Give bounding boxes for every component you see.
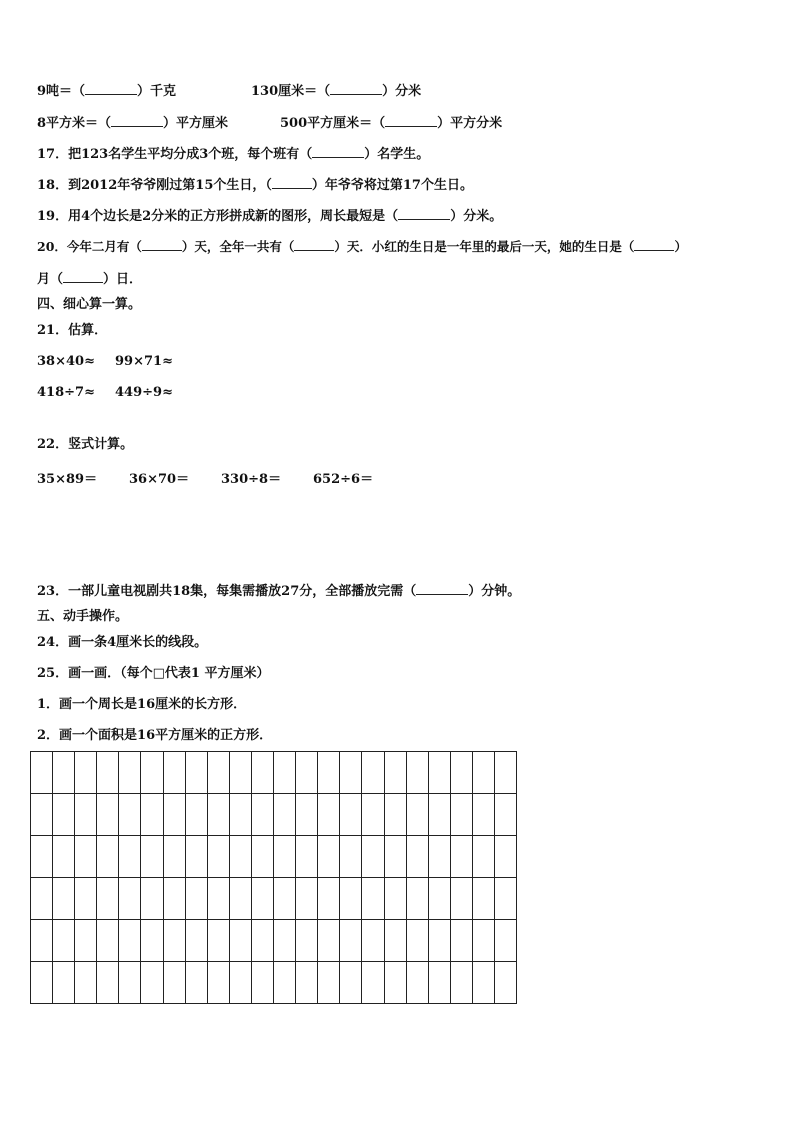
grid-cell[interactable] (31, 878, 53, 920)
q16-sqm-to-sqcm (37, 115, 228, 132)
grid-cell[interactable] (406, 836, 428, 878)
grid-cell[interactable] (119, 962, 141, 1004)
grid-cell[interactable] (406, 752, 428, 794)
grid-cell[interactable] (274, 920, 296, 962)
grid-cell[interactable] (340, 794, 362, 836)
grid-cell[interactable] (384, 836, 406, 878)
grid-cell[interactable] (75, 962, 97, 1004)
answer-blank[interactable] (272, 177, 312, 189)
grid-cell[interactable] (340, 920, 362, 962)
grid-cell[interactable] (185, 878, 207, 920)
grid-cell[interactable] (97, 752, 119, 794)
question-19 (37, 208, 502, 225)
q19-right: ）分米。 (450, 209, 503, 224)
grid-cell[interactable] (296, 794, 318, 836)
grid-cell[interactable] (53, 920, 75, 962)
grid-cell[interactable] (251, 920, 273, 962)
grid-cell[interactable] (163, 920, 185, 962)
q23-left: 23．一部儿童电视剧共18集，每集需播放27分，全部播放完需（ (37, 584, 417, 599)
grid-row (31, 962, 517, 1004)
q19-left: 19．用4个边长是2分米的正方形拼成新的图形，周长最短是（ (37, 209, 399, 224)
grid-cell[interactable] (251, 962, 273, 1004)
grid-cell[interactable] (141, 920, 163, 962)
grid-cell[interactable] (163, 794, 185, 836)
grid-cell[interactable] (97, 920, 119, 962)
grid-cell[interactable] (97, 836, 119, 878)
grid-cell[interactable] (207, 836, 229, 878)
grid-cell[interactable] (141, 878, 163, 920)
grid-cell[interactable] (494, 878, 516, 920)
grid-cell[interactable] (75, 794, 97, 836)
q20-p3: ）天．小红的生日是一年里的最后一天，她的生日是（ (334, 239, 635, 254)
grid-cell[interactable] (472, 962, 494, 1004)
answer-blank[interactable] (416, 583, 468, 595)
q16b-left: 130厘米＝（ (251, 84, 331, 99)
answer-blank[interactable] (85, 83, 137, 95)
section-5-heading: 五、动手操作。 (37, 609, 129, 624)
grid-cell[interactable] (119, 794, 141, 836)
grid-cell[interactable] (75, 920, 97, 962)
grid-cell[interactable] (185, 836, 207, 878)
calc-item: 35×89＝ (37, 472, 98, 487)
question-17 (37, 146, 429, 163)
q20-p5: 月（ (37, 272, 64, 287)
grid-cell[interactable] (251, 752, 273, 794)
grid-cell[interactable] (141, 794, 163, 836)
calc-item: 330÷8＝ (221, 472, 282, 487)
grid-cell[interactable] (119, 836, 141, 878)
q20-p4: ） (674, 239, 687, 254)
q17-left: 17．把123名学生平均分成3个班，每个班有（ (37, 147, 313, 162)
grid-cell[interactable] (31, 794, 53, 836)
grid-cell[interactable] (406, 794, 428, 836)
grid-cell[interactable] (31, 836, 53, 878)
grid-cell[interactable] (119, 878, 141, 920)
grid-cell[interactable] (384, 920, 406, 962)
grid-cell[interactable] (296, 920, 318, 962)
answer-blank[interactable] (385, 115, 437, 127)
grid-cell[interactable] (362, 920, 384, 962)
grid-cell[interactable] (229, 794, 251, 836)
grid-cell[interactable] (163, 878, 185, 920)
grid-cell[interactable] (318, 920, 340, 962)
grid-cell[interactable] (428, 794, 450, 836)
grid-cell[interactable] (119, 752, 141, 794)
grid-cell[interactable] (450, 836, 472, 878)
answer-blank[interactable] (294, 239, 334, 251)
grid-cell[interactable] (428, 836, 450, 878)
q20-p2: ）天，全年一共有（ (181, 239, 295, 254)
grid-cell[interactable] (274, 962, 296, 1004)
question-25-sub2: 2．画一个面积是16平方厘米的正方形． (37, 728, 273, 743)
estimate-item: 418÷7≈ (37, 385, 95, 400)
grid-cell[interactable] (207, 920, 229, 962)
grid-cell[interactable] (31, 920, 53, 962)
grid-row (31, 836, 517, 878)
grid-cell[interactable] (296, 752, 318, 794)
grid-cell[interactable] (207, 878, 229, 920)
grid-cell[interactable] (340, 752, 362, 794)
grid-row (31, 794, 517, 836)
grid-cell[interactable] (472, 836, 494, 878)
question-20-line1 (37, 239, 687, 255)
grid-cell[interactable] (362, 794, 384, 836)
q18-left: 18．到2012年爷爷刚过第15个生日，（ (37, 178, 272, 193)
estimate-item: 449÷9≈ (115, 385, 173, 400)
calc-item: 652÷6＝ (313, 472, 374, 487)
q16c-right: ）平方厘米 (163, 116, 229, 131)
grid-cell[interactable] (318, 794, 340, 836)
grid-cell[interactable] (97, 794, 119, 836)
grid-cell[interactable] (450, 920, 472, 962)
grid-cell[interactable] (450, 962, 472, 1004)
grid-cell[interactable] (251, 794, 273, 836)
grid-cell[interactable] (53, 878, 75, 920)
grid-cell[interactable] (472, 920, 494, 962)
grid-cell[interactable] (472, 794, 494, 836)
estimate-item: 99×71≈ (115, 354, 173, 369)
grid-cell[interactable] (163, 752, 185, 794)
q16-ton-to-kg (37, 83, 176, 100)
grid-cell[interactable] (450, 752, 472, 794)
grid-cell[interactable] (251, 836, 273, 878)
grid-cell[interactable] (362, 836, 384, 878)
grid-cell[interactable] (53, 962, 75, 1004)
grid-cell[interactable] (296, 878, 318, 920)
grid-cell[interactable] (163, 962, 185, 1004)
grid-cell[interactable] (229, 836, 251, 878)
grid-cell[interactable] (229, 962, 251, 1004)
grid-cell[interactable] (229, 752, 251, 794)
answer-blank[interactable] (142, 239, 182, 251)
grid-cell[interactable] (75, 836, 97, 878)
grid-cell[interactable] (362, 962, 384, 1004)
answer-blank[interactable] (63, 271, 103, 283)
grid-cell[interactable] (318, 878, 340, 920)
grid-cell[interactable] (229, 920, 251, 962)
q16b-right: ）分米 (382, 84, 422, 99)
grid-cell[interactable] (494, 836, 516, 878)
grid-cell[interactable] (274, 794, 296, 836)
grid-cell[interactable] (384, 794, 406, 836)
q23-right: ）分钟。 (468, 584, 521, 599)
grid-cell[interactable] (450, 794, 472, 836)
answer-blank[interactable] (111, 115, 163, 127)
grid-cell[interactable] (384, 752, 406, 794)
q16c-left: 8平方米＝（ (37, 116, 112, 131)
estimate-item: 38×40≈ (37, 354, 95, 369)
q20-p1: 20．今年二月有（ (37, 239, 142, 254)
grid-cell[interactable] (207, 794, 229, 836)
answer-blank[interactable] (634, 239, 674, 251)
grid-cell[interactable] (318, 836, 340, 878)
grid-cell[interactable] (494, 794, 516, 836)
grid-cell[interactable] (185, 752, 207, 794)
grid-cell[interactable] (274, 878, 296, 920)
q16d-right: ）平方分米 (437, 116, 503, 131)
grid-cell[interactable] (296, 962, 318, 1004)
grid-cell[interactable] (494, 920, 516, 962)
grid-cell[interactable] (428, 878, 450, 920)
answer-blank[interactable] (330, 83, 382, 95)
grid-cell[interactable] (428, 962, 450, 1004)
grid-cell[interactable] (274, 836, 296, 878)
grid-cell[interactable] (97, 878, 119, 920)
grid-row (31, 878, 517, 920)
answer-blank[interactable] (398, 208, 450, 220)
grid-cell[interactable] (362, 752, 384, 794)
grid-cell[interactable] (318, 962, 340, 1004)
grid-cell[interactable] (472, 752, 494, 794)
question-25-sub1: 1．画一个周长是16厘米的长方形． (37, 697, 247, 712)
grid-cell[interactable] (384, 962, 406, 1004)
grid-cell[interactable] (406, 920, 428, 962)
grid-cell[interactable] (494, 962, 516, 1004)
grid-cell[interactable] (185, 794, 207, 836)
question-25-title: 25．画一画．（每个□代表1 平方厘米） (37, 666, 270, 681)
grid-cell[interactable] (97, 962, 119, 1004)
grid-cell[interactable] (53, 794, 75, 836)
question-21-title: 21．估算． (37, 323, 108, 338)
grid-cell[interactable] (75, 752, 97, 794)
q16a-right: ）千克 (137, 84, 177, 99)
grid-cell[interactable] (384, 878, 406, 920)
grid-cell[interactable] (207, 962, 229, 1004)
grid-cell[interactable] (75, 878, 97, 920)
answer-blank[interactable] (312, 146, 364, 158)
grid-cell[interactable] (428, 920, 450, 962)
grid-cell[interactable] (362, 878, 384, 920)
q18-right: ）年爷爷将过第17个生日。 (311, 178, 473, 193)
grid-cell[interactable] (296, 836, 318, 878)
grid-cell[interactable] (318, 752, 340, 794)
grid-cell[interactable] (163, 836, 185, 878)
grid-cell[interactable] (274, 752, 296, 794)
grid-cell[interactable] (340, 836, 362, 878)
question-22-title: 22．竖式计算。 (37, 437, 134, 452)
grid-cell[interactable] (340, 878, 362, 920)
grid-cell[interactable] (450, 878, 472, 920)
grid-cell[interactable] (119, 920, 141, 962)
grid-cell[interactable] (207, 752, 229, 794)
q16-sqcm-to-sqdm (280, 115, 502, 132)
grid-cell[interactable] (428, 752, 450, 794)
grid-cell[interactable] (229, 878, 251, 920)
q16d-left: 500平方厘米＝（ (280, 116, 386, 131)
question-24: 24．画一条4厘米长的线段。 (37, 635, 208, 650)
q20-p6: ）日． (103, 272, 143, 287)
grid-cell[interactable] (31, 962, 53, 1004)
question-20-line2 (37, 271, 142, 288)
calc-item: 36×70＝ (129, 472, 190, 487)
q17-right: ）名学生。 (364, 147, 430, 162)
grid-cell[interactable] (185, 962, 207, 1004)
grid-cell[interactable] (31, 752, 53, 794)
grid-cell[interactable] (185, 920, 207, 962)
question-23 (37, 583, 520, 600)
q16a-left: 9吨＝（ (37, 84, 86, 99)
grid-cell[interactable] (251, 878, 273, 920)
grid-cell[interactable] (141, 752, 163, 794)
section-4-heading: 四、细心算一算。 (37, 297, 142, 312)
grid-cell[interactable] (340, 962, 362, 1004)
grid-row (31, 920, 517, 962)
grid-cell[interactable] (53, 752, 75, 794)
square-grid[interactable] (30, 751, 517, 1004)
grid-cell[interactable] (53, 836, 75, 878)
grid-cell[interactable] (141, 836, 163, 878)
grid-cell[interactable] (141, 962, 163, 1004)
q16-cm-to-dm (251, 83, 421, 100)
grid-cell[interactable] (406, 962, 428, 1004)
grid-cell[interactable] (472, 878, 494, 920)
grid-cell[interactable] (406, 878, 428, 920)
grid-cell[interactable] (494, 752, 516, 794)
question-18 (37, 177, 473, 194)
grid-row (31, 752, 517, 794)
